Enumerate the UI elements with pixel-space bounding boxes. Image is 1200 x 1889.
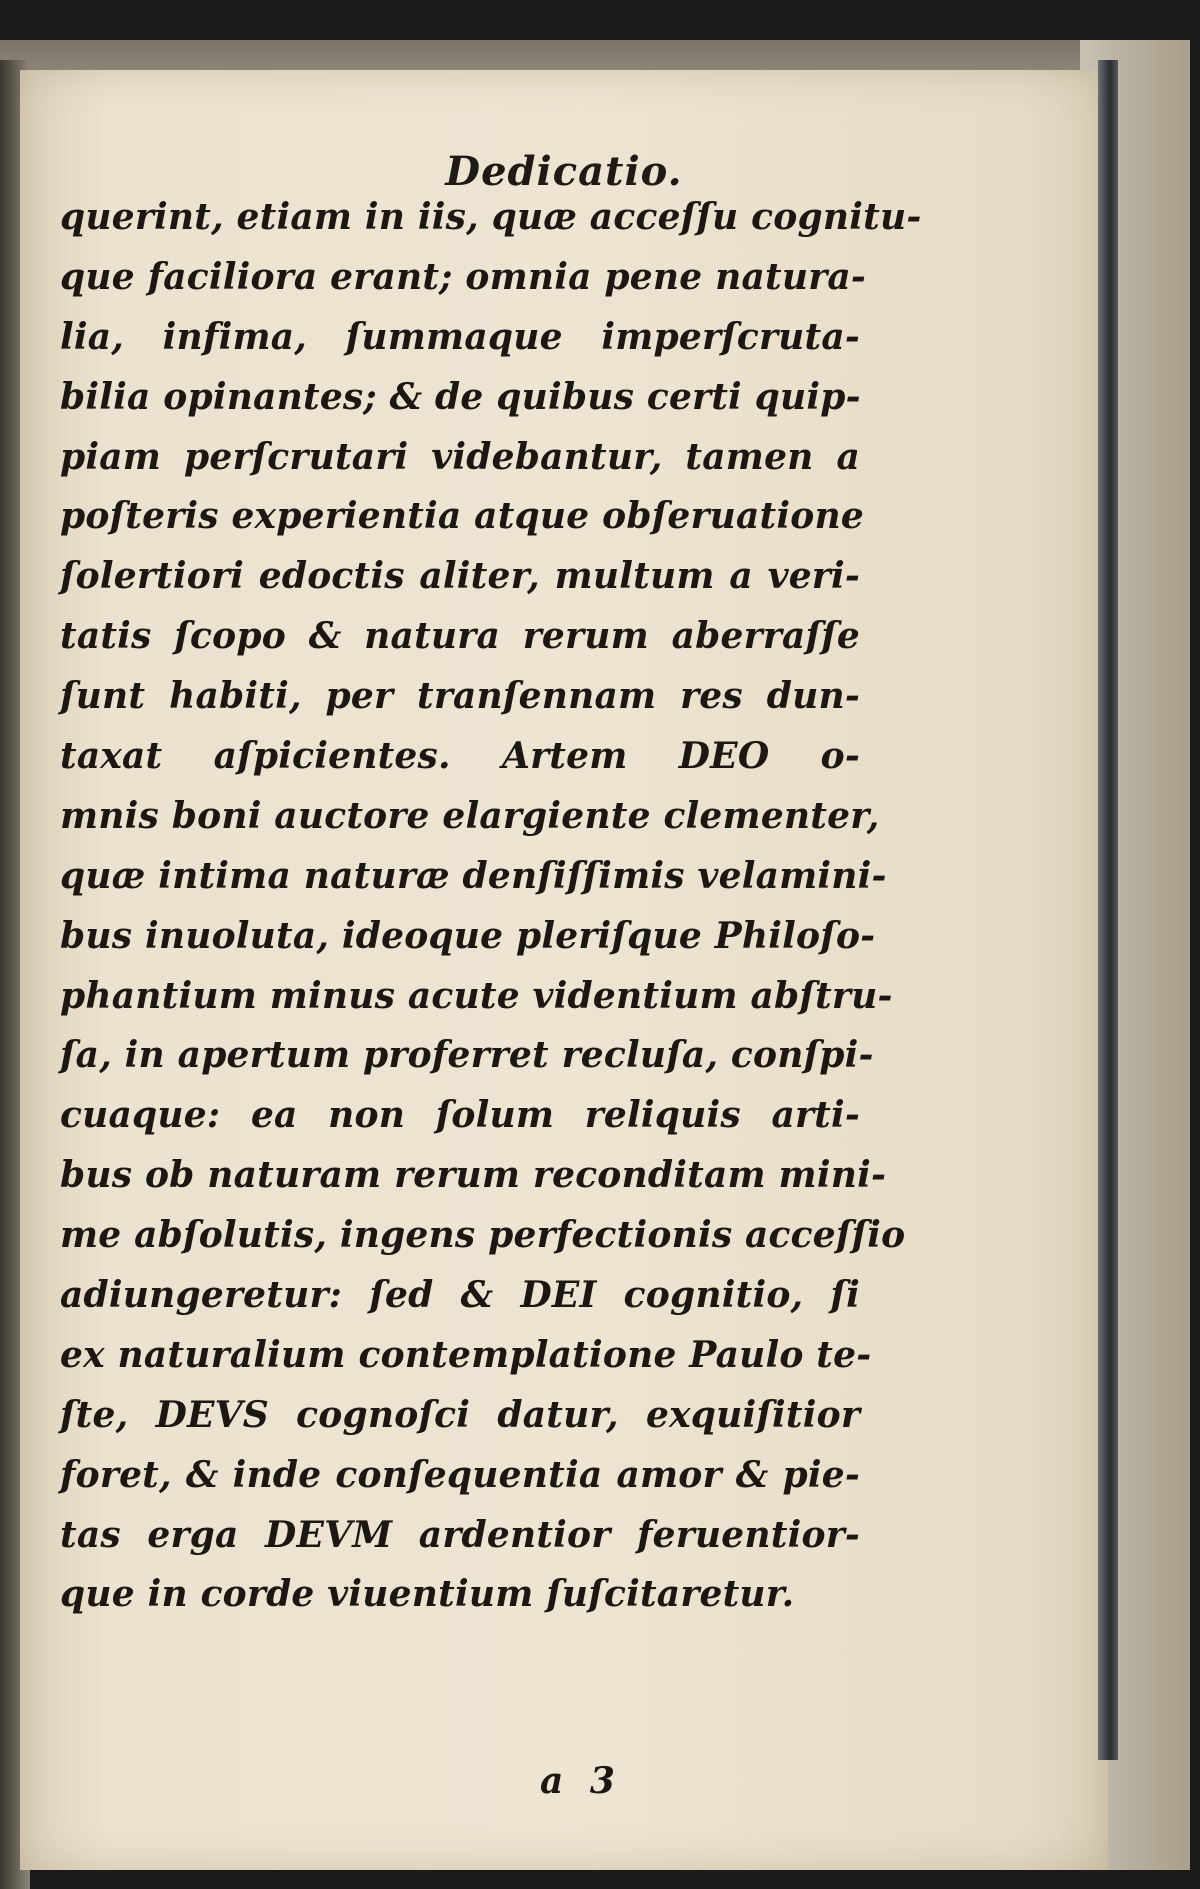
- text-line: ſolertiori edoctis aliter, multum a veri-: [60, 555, 860, 598]
- text-line: ſte, DEVS cognoſci datur, exquiſitior: [60, 1393, 860, 1436]
- text-line: adiungeretur: ſed & DEI cognitio, ſi: [60, 1274, 860, 1317]
- body-text: [60, 188, 922, 1625]
- text-line: mnis boni auctore elargiente clementer,: [60, 794, 880, 837]
- signature-mark: a 3: [540, 1760, 615, 1802]
- text-line: bus inuoluta, ideoque pleriſque Philoſo-: [60, 914, 876, 957]
- book-page: [20, 70, 1108, 1870]
- page-edge: [1098, 60, 1118, 1760]
- text-line: foret, & inde conſequentia amor & pie-: [60, 1453, 860, 1496]
- text-line: que faciliora erant; omnia pene natura-: [60, 255, 867, 298]
- text-line: poſteris experientia atque obſeruatione: [60, 495, 864, 538]
- running-head: Dedicatio.: [445, 148, 683, 195]
- text-line: ſa, in apertum proferret recluſa, conſpi-: [60, 1034, 874, 1077]
- text-line: bilia opinantes; & de quibus certi quip-: [60, 375, 861, 418]
- text-line: quæ intima naturæ denſiſſimis velamini-: [60, 854, 887, 897]
- text-line: piam perſcrutari videbantur, tamen a: [60, 435, 860, 478]
- text-line: bus ob naturam rerum reconditam mini-: [60, 1154, 887, 1197]
- text-line: taxat aſpicientes. Artem DEO o-: [60, 735, 860, 778]
- text-line: phantium minus acute videntium abſtru-: [60, 974, 893, 1017]
- text-line: cuaque: ea non ſolum reliquis arti-: [60, 1094, 860, 1137]
- text-line: tas erga DEVM ardentior feruentior-: [60, 1513, 860, 1556]
- text-line: ſunt habiti, per tranſennam res dun-: [60, 675, 860, 718]
- text-line: ex naturalium contemplatione Paulo te-: [60, 1333, 872, 1376]
- text-line: tatis ſcopo & natura rerum aberraſſe: [60, 615, 860, 658]
- text-line: que in corde viuentium ſuſcitaretur.: [60, 1573, 795, 1616]
- text-line: querint, etiam in iis, quæ acceſſu cognitu-: [60, 196, 922, 238]
- text-line: me abſolutis, ingens perfectionis acceſſio: [60, 1214, 906, 1257]
- text-line: lia, infima, ſummaque imperſcruta-: [60, 315, 860, 358]
